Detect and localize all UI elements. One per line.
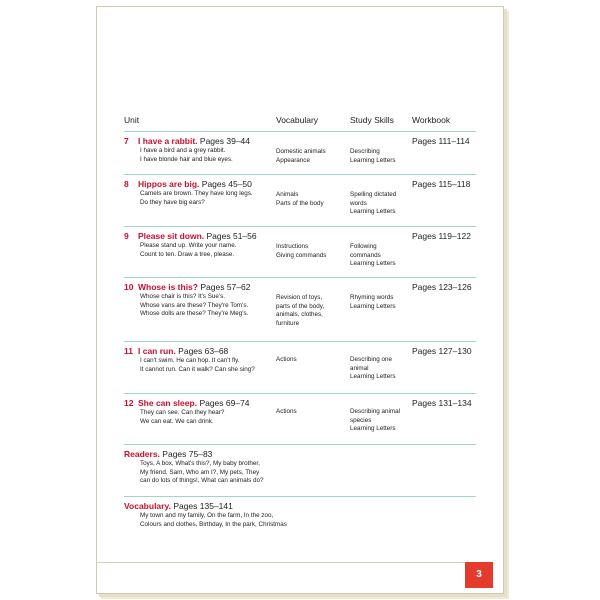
separator-line	[124, 341, 476, 342]
unit-vocabulary: Actions	[276, 408, 297, 415]
unit-skills: Describing one animal Learning Letters	[350, 356, 396, 381]
unit-pages: Pages 63–68	[178, 346, 229, 356]
vocabulary-line: Colours and clothes, Birthday, In the park, Christmas	[140, 520, 287, 528]
unit-number: 7	[124, 136, 129, 146]
unit-workbook: Pages 127–130	[412, 346, 472, 356]
unit-row-10	[124, 282, 476, 327]
unit-row-8	[124, 179, 476, 216]
header-vocabulary: Vocabulary	[276, 115, 319, 125]
unit-line: Do they have big ears?	[140, 198, 205, 206]
separator-line	[124, 226, 476, 227]
unit-line: Count to ten. Draw a tree, please.	[140, 250, 235, 258]
separator-line	[124, 496, 476, 497]
vocabulary-title: Vocabulary.	[124, 501, 171, 511]
unit-row-11	[124, 346, 476, 381]
unit-line: I have blonde hair and blue eyes.	[140, 155, 233, 163]
unit-title: Please sit down.	[138, 231, 205, 241]
unit-vocabulary: Actions	[276, 356, 297, 363]
unit-number: 8	[124, 179, 129, 189]
unit-number: 12	[124, 398, 134, 408]
readers-line: can do lots of things!, What can animals do?	[140, 477, 264, 485]
page-number: 3	[465, 562, 493, 588]
unit-pages: Pages 57–62	[200, 282, 251, 292]
readers-title: Readers.	[124, 449, 160, 459]
unit-pages: Pages 45–50	[201, 179, 252, 189]
unit-line: We can eat. We can drink.	[140, 417, 214, 425]
readers-line: My friend, Sam, Who am I?, My pets, They	[140, 468, 260, 476]
unit-line: Please stand up. Write your name.	[140, 242, 237, 249]
vocabulary-pages: Pages 135–141	[173, 501, 233, 511]
unit-skills: Rhyming words Learning Letters	[350, 294, 396, 310]
unit-line: I have a bird and a grey rabbit.	[140, 147, 226, 154]
separator-line	[124, 277, 476, 278]
unit-workbook: Pages 119–122	[412, 231, 471, 241]
header-study-skills: Study Skills	[350, 115, 394, 125]
separator-line	[124, 174, 476, 175]
separator-line	[124, 444, 476, 445]
unit-title: Hippos are big.	[138, 179, 200, 189]
unit-line: They can see. Can they hear?	[140, 409, 225, 416]
vocabulary-row	[124, 501, 476, 529]
unit-pages: Pages 69–74	[199, 398, 250, 408]
unit-title: Whose is this?	[138, 282, 198, 292]
unit-pages: Pages 51–56	[206, 231, 257, 241]
readers-row	[124, 449, 476, 486]
unit-number: 10	[124, 282, 134, 292]
vocabulary-line: My town and my family, On the farm, In the zoo,	[140, 512, 274, 519]
unit-workbook: Pages 123–126	[412, 282, 472, 292]
unit-skills: Spelling dictated words Learning Letters	[350, 191, 397, 216]
unit-pages: Pages 39–44	[199, 136, 251, 146]
unit-line: It cannot run. Can it walk? Can she sing?	[140, 365, 255, 373]
unit-row-9	[124, 231, 476, 268]
unit-workbook: Pages 115–118	[412, 179, 471, 189]
separator-line	[124, 393, 476, 394]
unit-vocabulary: Domestic animals Appearance	[276, 148, 326, 164]
unit-row-7	[124, 136, 476, 164]
unit-line: I can't swim. He can hop. It can't fly.	[140, 357, 240, 364]
unit-title: I have a rabbit.	[138, 136, 198, 146]
unit-title: She can sleep.	[138, 398, 198, 408]
unit-title: I can run.	[138, 346, 176, 356]
unit-vocabulary: Revision of toys, parts of the body, animals, clothes, furniture	[276, 294, 325, 327]
readers-pages: Pages 75–83	[162, 449, 213, 459]
unit-vocabulary: Instructions Giving commands	[276, 243, 327, 259]
unit-row-12	[124, 398, 476, 433]
unit-vocabulary: Animals Parts of the body	[276, 191, 324, 207]
unit-line: Whose vans are these? They're Tom's.	[140, 301, 249, 309]
unit-skills: Describing animal species Learning Letters	[350, 408, 401, 433]
unit-line: Camels are brown. They have long legs.	[140, 190, 253, 197]
readers-line: Toys, A box, What's this?, My baby brother,	[140, 460, 260, 467]
unit-skills: Following commands Learning Letters	[350, 243, 396, 268]
unit-line: Whose dolls are these? They're Meg's.	[140, 310, 249, 318]
separator-line	[124, 131, 476, 132]
header-unit: Unit	[124, 115, 140, 125]
unit-workbook: Pages 111–114	[412, 136, 470, 146]
unit-skills: Describing Learning Letters	[350, 148, 396, 164]
unit-number: 9	[124, 231, 129, 241]
footer-line	[96, 562, 465, 563]
unit-number: 11	[124, 346, 133, 356]
unit-workbook: Pages 131–134	[412, 398, 472, 408]
unit-line: Whose chair is this? It's Sue's.	[140, 293, 225, 300]
header-workbook: Workbook	[412, 115, 451, 125]
